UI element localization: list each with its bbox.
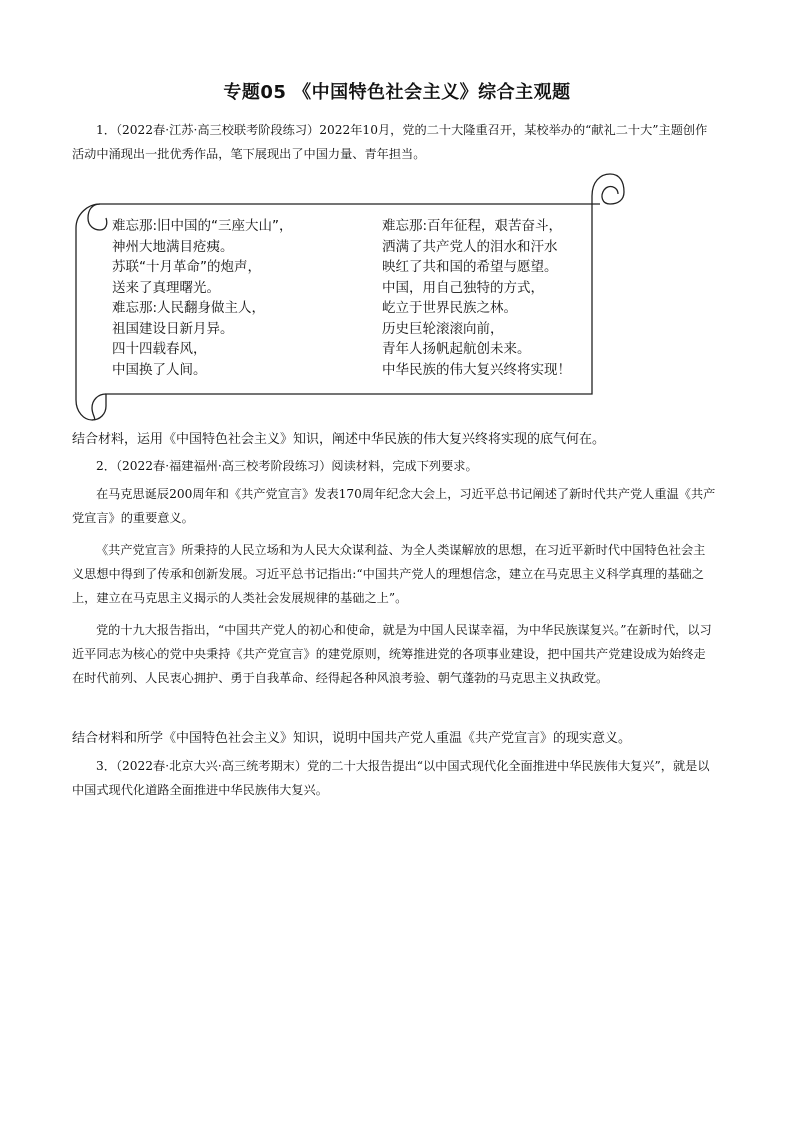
poem-line: 洒满了共产党人的泪水和汗水 [382,238,558,255]
poem-scroll [72,168,627,423]
poem-line: 祖国建设日新月异。 [112,320,234,337]
poem-line: 青年人扬帆起航创未来。 [382,341,531,357]
poem-left-column [112,216,293,380]
poem-right-column [382,216,571,380]
poem-line: 难忘那:旧中国的“三座大山”， [112,218,293,234]
poem-line: 难忘那:人民翻身做主人， [112,300,266,316]
question-2-material-1: 在马克思诞辰200周年和《共产党宣言》发表170周年纪念大会上，习近平总书记阐述了新时代共产党人重温《共产党宣言》的重要意义。 [72,487,716,525]
question-2-task: 结合材料和所学《中国特色社会主义》知识，说明中国共产党人重温《共产党宣言》的现实意义。 [72,731,632,746]
poem-line: 苏联“十月革命”的炮声， [112,259,261,275]
question-3-stem: 3．（2022春·北京大兴·高三统考期末）党的二十大报告提出“以中国式现代化全面推进中华民族伟大复兴”，就是以中国式现代化道路全面推进中华民族伟大复兴。 [72,759,710,797]
poem-line: 中国，用自己独特的方式， [382,279,544,296]
page-title: 专题05 《中国特色社会主义》综合主观题 [223,82,571,103]
poem-line: 中华民族的伟大复兴终将实现！ [382,361,571,378]
poem-line: 难忘那:百年征程，艰苦奋斗， [382,218,563,234]
question-2-stem: 2．（2022春·福建福州·高三校考阶段练习）阅读材料，完成下列要求。 [96,459,478,473]
poem-line: 中国换了人间。 [112,361,207,378]
poem-line: 屹立于世界民族之林。 [382,300,517,316]
poem-line: 送来了真理曙光。 [112,279,220,296]
question-2-material-2: 《共产党宣言》所秉持的人民立场和为人民大众谋利益、为全人类谋解放的思想，在习近平新时代中国特色社会主义思想中得到了传承和创新发展。习近平总书记指出:“中国共产党人的理想信念，建立在马克思主义科学真理的基础之上，建立在马克思主义揭示的人类社会发展规律的基础之上”。 [72,543,706,605]
poem-line: 神州大地满目疮痍。 [112,238,234,255]
poem-line: 历史巨轮滚滚向前， [382,320,504,337]
question-2-material-3: 党的十九大报告指出，“中国共产党人的初心和使命，就是为中国人民谋幸福，为中华民族谋复兴。”在新时代，以习近平同志为核心的党中央秉持《共产党宣言》的建党原则，统筹推进党的各项事业建设，把中国共产党建设成为始终走在时代前列、人民衷心拥护、勇于自我革命、经得起各种风浪考验、朝气蓬勃的马克思主义执政党。 [72,623,712,685]
poem-line: 映红了共和国的希望与愿望。 [382,259,558,275]
question-1-task: 结合材料，运用《中国特色社会主义》知识，阐述中华民族的伟大复兴终将实现的底气何在。 [72,432,606,447]
question-1-stem: 1．（2022春·江苏·高三校联考阶段练习）2022年10月，党的二十大隆重召开，某校举办的“献礼二十大”主题创作活动中涌现出一批优秀作品，笔下展现出了中国力量、青年担当。 [72,123,708,161]
poem-line: 四十四载春风， [112,341,207,357]
